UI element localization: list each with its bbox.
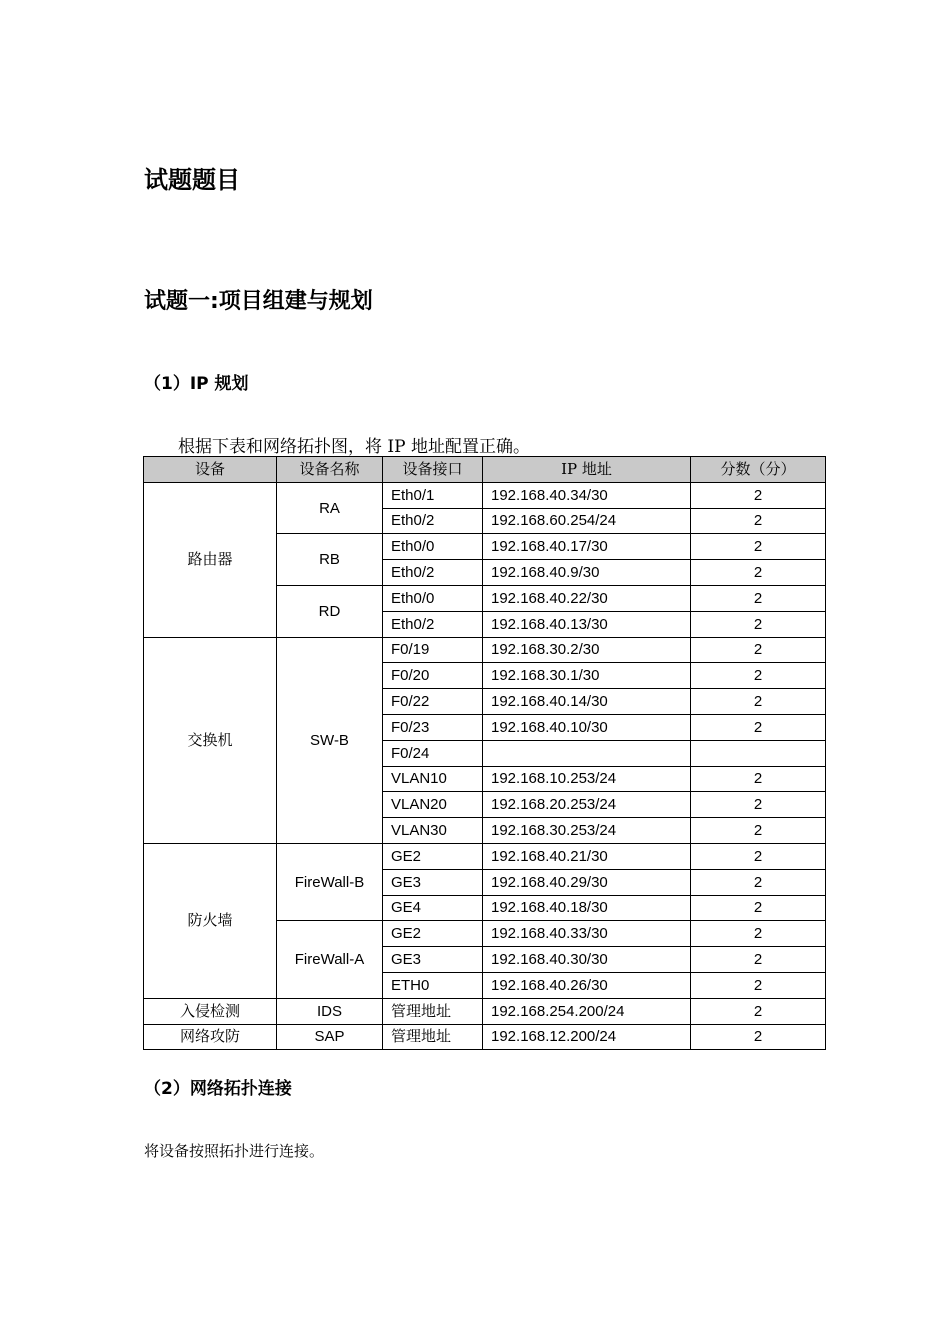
interface-cell: GE4 [383, 895, 483, 921]
ip-address-cell [483, 740, 691, 766]
header-score: 分数（分） [691, 457, 826, 483]
ip-address-cell: 192.168.40.21/30 [483, 843, 691, 869]
device-name-cell: SAP [277, 1024, 383, 1050]
interface-cell: Eth0/0 [383, 534, 483, 560]
device-type-cell: 防火墙 [144, 843, 277, 998]
table-row [144, 843, 826, 869]
header-ip-address: IP 地址 [483, 457, 691, 483]
ip-address-cell: 192.168.40.29/30 [483, 869, 691, 895]
score-cell: 2 [691, 792, 826, 818]
device-type-cell: 网络攻防 [144, 1024, 277, 1050]
interface-cell: F0/19 [383, 637, 483, 663]
score-cell: 2 [691, 611, 826, 637]
device-type-cell: 入侵检测 [144, 998, 277, 1024]
interface-cell: VLAN20 [383, 792, 483, 818]
ip-plan-table [143, 456, 826, 1050]
ip-address-cell: 192.168.40.14/30 [483, 689, 691, 715]
interface-cell: F0/23 [383, 714, 483, 740]
device-name-cell: FireWall-A [277, 921, 383, 998]
header-device: 设备 [144, 457, 277, 483]
ip-address-cell: 192.168.40.34/30 [483, 482, 691, 508]
score-cell: 2 [691, 689, 826, 715]
device-name-cell: IDS [277, 998, 383, 1024]
interface-cell: ETH0 [383, 972, 483, 998]
interface-cell: GE2 [383, 843, 483, 869]
score-cell: 2 [691, 921, 826, 947]
table-body [144, 482, 826, 1050]
subsection-ip-plan: （1）IP 规划 [144, 374, 249, 394]
ip-address-cell: 192.168.40.26/30 [483, 972, 691, 998]
ip-address-cell: 192.168.40.13/30 [483, 611, 691, 637]
score-cell: 2 [691, 998, 826, 1024]
device-type-cell: 路由器 [144, 482, 277, 637]
score-cell: 2 [691, 947, 826, 973]
device-name-cell: RD [277, 585, 383, 637]
ip-address-cell: 192.168.254.200/24 [483, 998, 691, 1024]
ip-address-cell: 192.168.60.254/24 [483, 508, 691, 534]
interface-cell: VLAN10 [383, 766, 483, 792]
device-name-cell: FireWall-B [277, 843, 383, 920]
subsection-topology: （2）网络拓扑连接 [144, 1079, 292, 1099]
interface-cell: GE2 [383, 921, 483, 947]
ip-address-cell: 192.168.40.9/30 [483, 560, 691, 586]
header-interface: 设备接口 [383, 457, 483, 483]
intro-text: 根据下表和网络拓扑图，将 IP 地址配置正确。 [178, 437, 530, 457]
device-type-cell: 交换机 [144, 637, 277, 843]
ip-address-cell: 192.168.20.253/24 [483, 792, 691, 818]
score-cell: 2 [691, 585, 826, 611]
score-cell: 2 [691, 818, 826, 844]
ip-address-cell: 192.168.10.253/24 [483, 766, 691, 792]
score-cell: 2 [691, 560, 826, 586]
interface-cell: Eth0/2 [383, 611, 483, 637]
score-cell: 2 [691, 869, 826, 895]
table-row [144, 637, 826, 663]
ip-address-cell: 192.168.40.10/30 [483, 714, 691, 740]
page-title: 试题题目 [144, 166, 240, 194]
interface-cell: Eth0/2 [383, 508, 483, 534]
score-cell: 2 [691, 534, 826, 560]
table-row [144, 1024, 826, 1050]
interface-cell: F0/22 [383, 689, 483, 715]
score-cell: 2 [691, 895, 826, 921]
ip-address-cell: 192.168.40.17/30 [483, 534, 691, 560]
ip-address-cell: 192.168.30.1/30 [483, 663, 691, 689]
score-cell: 2 [691, 663, 826, 689]
table-row [144, 998, 826, 1024]
score-cell: 2 [691, 1024, 826, 1050]
topology-text: 将设备按照拓扑进行连接。 [144, 1142, 325, 1160]
header-device-name: 设备名称 [277, 457, 383, 483]
device-name-cell: RA [277, 482, 383, 534]
score-cell: 2 [691, 972, 826, 998]
interface-cell: F0/24 [383, 740, 483, 766]
table-header-row [144, 457, 826, 483]
interface-cell: 管理地址 [383, 998, 483, 1024]
score-cell: 2 [691, 508, 826, 534]
ip-address-cell: 192.168.30.253/24 [483, 818, 691, 844]
interface-cell: Eth0/0 [383, 585, 483, 611]
interface-cell: Eth0/1 [383, 482, 483, 508]
score-cell: 2 [691, 714, 826, 740]
ip-address-cell: 192.168.40.33/30 [483, 921, 691, 947]
score-cell: 2 [691, 766, 826, 792]
ip-address-cell: 192.168.40.18/30 [483, 895, 691, 921]
interface-cell: 管理地址 [383, 1024, 483, 1050]
score-cell [691, 740, 826, 766]
ip-address-cell: 192.168.12.200/24 [483, 1024, 691, 1050]
section-title: 试题一:项目组建与规划 [144, 289, 373, 314]
interface-cell: GE3 [383, 869, 483, 895]
interface-cell: VLAN30 [383, 818, 483, 844]
device-name-cell: SW-B [277, 637, 383, 843]
interface-cell: Eth0/2 [383, 560, 483, 586]
score-cell: 2 [691, 843, 826, 869]
interface-cell: F0/20 [383, 663, 483, 689]
score-cell: 2 [691, 482, 826, 508]
ip-address-cell: 192.168.40.30/30 [483, 947, 691, 973]
ip-address-cell: 192.168.30.2/30 [483, 637, 691, 663]
interface-cell: GE3 [383, 947, 483, 973]
device-name-cell: RB [277, 534, 383, 586]
table-row [144, 482, 826, 508]
ip-address-cell: 192.168.40.22/30 [483, 585, 691, 611]
score-cell: 2 [691, 637, 826, 663]
